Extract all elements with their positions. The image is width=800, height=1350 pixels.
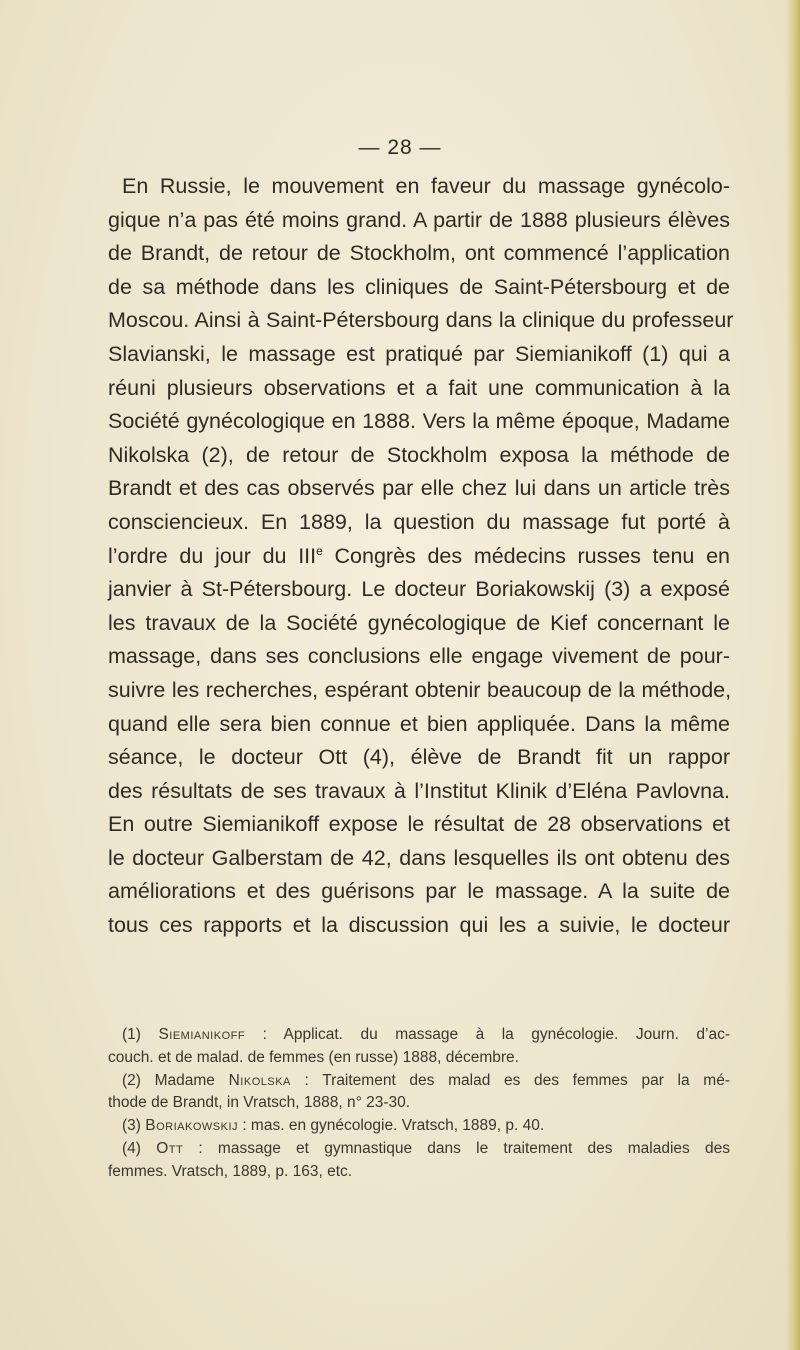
footnote-number: (4) xyxy=(122,1139,141,1157)
text-fragment: Congrès des médecins russes tenu en xyxy=(322,543,730,568)
footnote-number: (2) xyxy=(122,1071,141,1089)
footnote-1-cont: couch. et de malad. de femmes (en russe) 1888, décembre. xyxy=(108,1048,519,1066)
text-line: suivre les recherches, espérant obtenir beaucoup de la méthode, xyxy=(108,677,732,702)
text-line: Société gynécologique en 1888. Vers la même époque, Madame xyxy=(108,409,730,434)
footnote-4-cont: femmes. Vratsch, 1889, p. 163, etc. xyxy=(108,1162,353,1180)
text-line: Slavianski, le massage est pratiqué par Siemianikoff (1) qui a xyxy=(108,341,730,366)
text-line: de sa méthode dans les cliniques de Saint-Pétersbourg et de xyxy=(108,274,730,299)
text-fragment: l’ordre du jour du III xyxy=(108,543,317,568)
footnote-author: Ott xyxy=(156,1139,184,1157)
text-line: gique n’a pas été moins grand. A partir de 1888 plusieurs élèves xyxy=(108,207,730,232)
footnote-text: : mas. en gynécologie. Vratsch, 1889, p. 40. xyxy=(238,1117,545,1135)
footnotes xyxy=(108,1024,730,1184)
text-line: Nikolska (2), de retour de Stockholm exposa la méthode de xyxy=(108,442,730,467)
page-edge-shadow xyxy=(786,0,800,1350)
text-line: tous ces rapports et la discussion qui les a suivie, le docteur xyxy=(108,913,730,938)
footnote-author-prefix: Madame xyxy=(154,1071,229,1089)
footnote-2 xyxy=(108,1070,730,1093)
text-line: Moscou. Ainsi à Saint-Pétersbourg dans la clinique du professeur xyxy=(108,308,734,333)
text-line: de Brandt, de retour de Stockholm, ont commencé l’application xyxy=(108,241,730,266)
text-line: le docteur Galberstam de 42, dans lesquelles ils ont obtenu des xyxy=(108,845,730,870)
footnote-author: Siemianikoff xyxy=(158,1026,246,1043)
page-number: — 28 — xyxy=(358,136,442,159)
text-line: Brandt et des cas observés par elle chez lui dans un article très xyxy=(108,476,730,501)
footnote-4 xyxy=(108,1138,730,1161)
text-line: janvier à St-Pétersbourg. Le docteur Boriakowskij (3) a exposé xyxy=(108,577,730,602)
text-line: En Russie, le mouvement en faveur du massage gynécolo- xyxy=(122,174,730,198)
footnote-3 xyxy=(108,1115,730,1138)
footnote-text: : massage et gymnastique dans le traitement des maladies des xyxy=(183,1139,730,1157)
footnote-number: (1) xyxy=(122,1026,141,1043)
body-paragraph xyxy=(108,170,734,943)
text-line: des résultats de ses travaux à l’Institut Klinik d’Eléna Pavlovna. xyxy=(108,778,730,803)
footnote-text: : Traitement des malad es des femmes par la mé- xyxy=(290,1071,730,1089)
text-line xyxy=(108,540,730,574)
text-line: améliorations et des guérisons par le massage. A la suite de xyxy=(108,879,730,904)
text-line: les travaux de la Société gynécologique de Kief concernant le xyxy=(108,610,730,635)
footnote-number: (3) xyxy=(122,1117,141,1135)
text-line: réuni plusieurs observations et a fait une communication à la xyxy=(108,375,730,400)
footnote-1 xyxy=(108,1024,730,1047)
footnote-author: Nikolska xyxy=(228,1071,291,1089)
text-line: massage, dans ses conclusions elle engage vivement de pour- xyxy=(108,644,730,669)
text-line: quand elle sera bien connue et bien appliquée. Dans la même xyxy=(108,711,730,736)
text-line: consciencieux. En 1889, la question du massage fut porté à xyxy=(108,509,730,534)
footnote-author: Boriakowskij xyxy=(145,1117,239,1135)
footnote-text: : Applicat. du massage à la gynécologie. Journ. d’ac- xyxy=(245,1026,730,1043)
footnote-2-cont: thode de Brandt, in Vratsch, 1888, n° 23-30. xyxy=(108,1094,411,1112)
superscript: e xyxy=(316,543,323,558)
text-line: séance, le docteur Ott (4), élève de Brandt fit un rappor xyxy=(108,745,730,770)
text-line: En outre Siemianikoff expose le résultat de 28 observations et xyxy=(108,812,730,837)
